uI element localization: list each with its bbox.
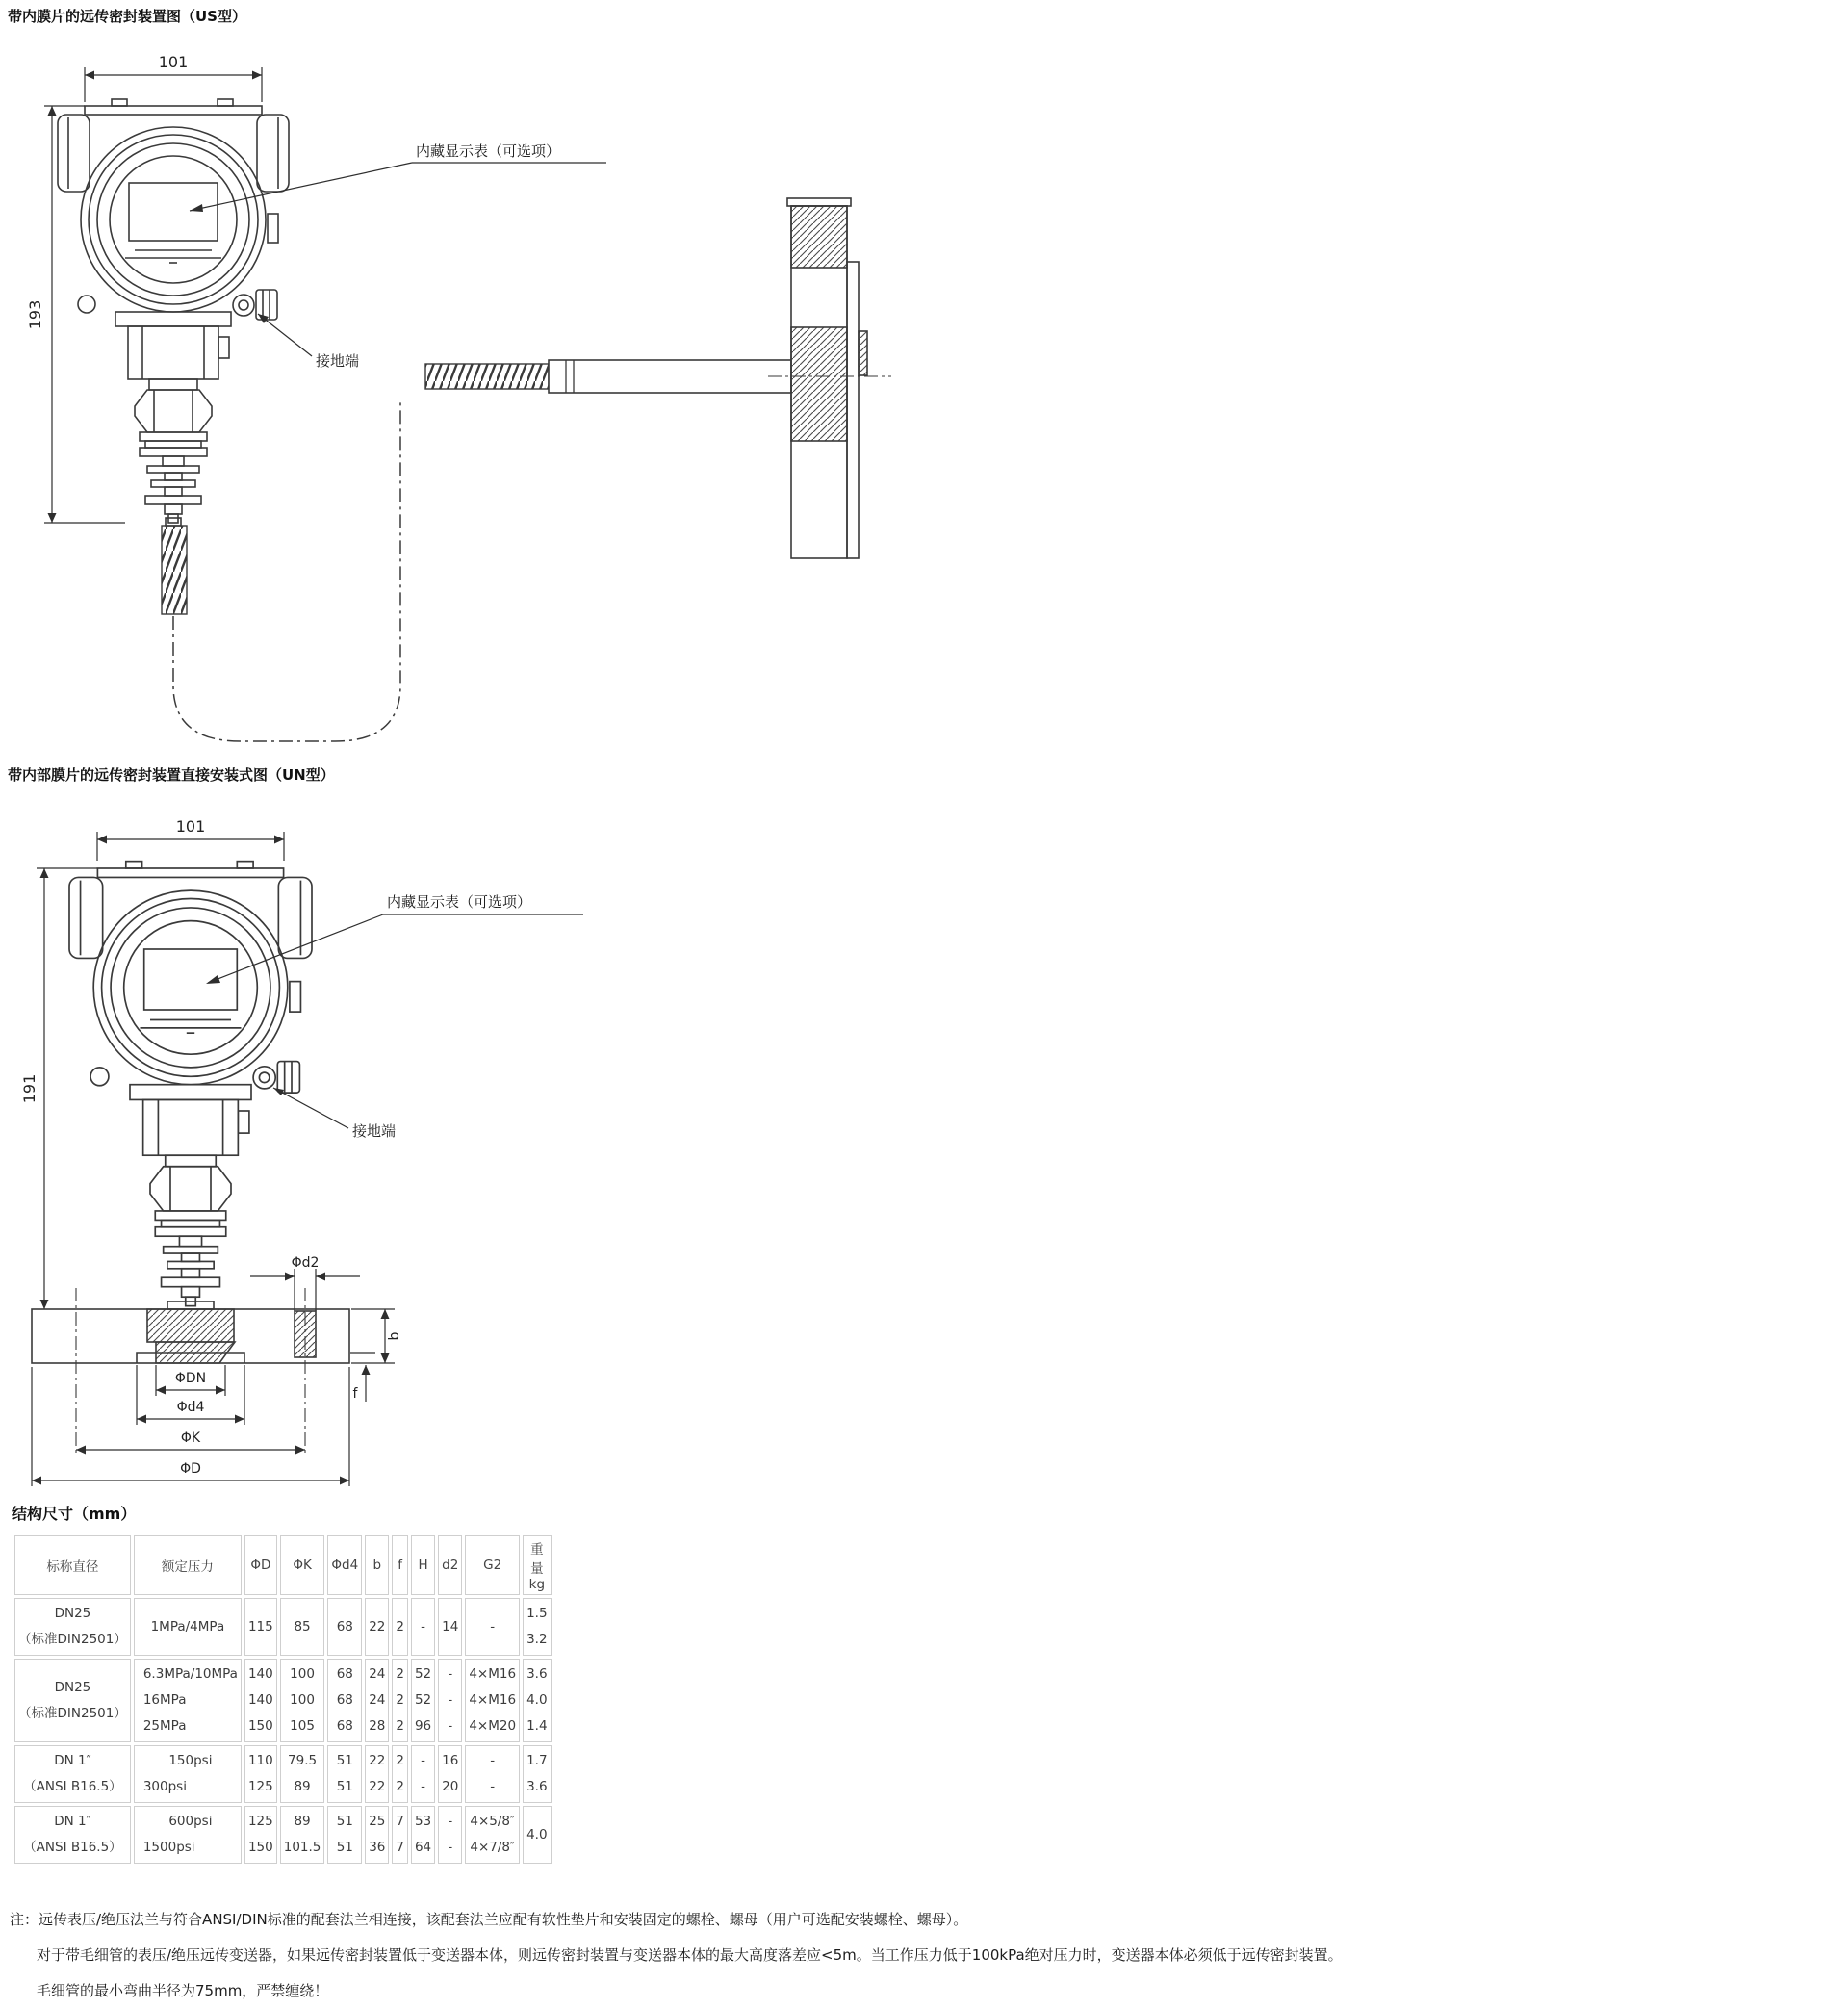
ground-callout [258, 314, 312, 356]
cell-pressure: 600psi 1500psi [134, 1806, 242, 1864]
dim-width-101 [97, 832, 284, 861]
cell-dK: 100 100 105 [280, 1659, 325, 1742]
cell-name: DN25 （标准DIN2501） [14, 1598, 131, 1656]
cell-f: 2 [392, 1598, 408, 1656]
dim-d-label: ΦD [180, 1461, 201, 1477]
dim-height-191 [37, 868, 97, 1309]
display-label: 内藏显示表（可选项） [387, 893, 532, 911]
cell-f: 7 7 [392, 1806, 408, 1864]
notes [10, 1902, 1838, 2009]
transmitter-body [69, 862, 312, 1306]
dim-height-label: 191 [20, 1073, 38, 1104]
cell-G2: 4×5/8″ 4×7/8″ [465, 1806, 520, 1864]
cell-d2: 16 20 [438, 1745, 462, 1803]
cell-b: 22 22 [365, 1745, 389, 1803]
ground-label: 接地端 [316, 352, 360, 370]
cell-dd4: 51 51 [327, 1745, 362, 1803]
cell-name: DN 1″ （ANSI B16.5） [14, 1806, 131, 1864]
dim-d4-label: Φd4 [176, 1400, 205, 1415]
header-phid4: Φd4 [327, 1535, 362, 1595]
cell-f: 2 2 2 [392, 1659, 408, 1742]
dim-f-label: f [352, 1386, 358, 1402]
dim-d2-label: Φd2 [291, 1255, 320, 1271]
capillary-coil-vertical [162, 518, 187, 614]
cell-H: - [411, 1598, 435, 1656]
cell-dd4: 68 68 68 [327, 1659, 362, 1742]
header-phiD: ΦD [244, 1535, 277, 1595]
dim-height-label: 193 [26, 299, 44, 330]
cell-dD: 140 140 150 [244, 1659, 277, 1742]
dim-width-label: 101 [158, 53, 189, 71]
dimension-table-section [12, 1502, 551, 1867]
cell-weight: 4.0 [523, 1806, 551, 1864]
section-title-us-type: 带内膜片的远传密封装置图（US型） [8, 8, 246, 25]
cell-H: 53 64 [411, 1806, 435, 1864]
dim-width-label: 101 [175, 817, 206, 836]
transmitter-body [58, 99, 289, 523]
table-row-dn1-ansi-low [14, 1745, 552, 1803]
cell-dd4: 68 [327, 1598, 362, 1656]
cell-dD: 110 125 [244, 1745, 277, 1803]
cell-H: 52 52 96 [411, 1659, 435, 1742]
cell-dK: 85 [280, 1598, 325, 1656]
dim-dn-label: ΦDN [174, 1371, 207, 1386]
cell-dD: 115 [244, 1598, 277, 1656]
cell-pressure: 1MPa/4MPa [134, 1598, 242, 1656]
note-line-3: 毛细管的最小弯曲半径为75mm，严禁缠绕！ [37, 1982, 329, 1999]
header-nominal-diameter: 标称直径 [14, 1535, 131, 1595]
cell-weight: 1.7 3.6 [523, 1745, 551, 1803]
table-title: 结构尺寸（mm） [12, 1505, 137, 1523]
capillary-coil-horizontal [425, 360, 791, 393]
table-row-dn25-din-low [14, 1598, 552, 1656]
cell-G2: 4×M16 4×M16 4×M20 [465, 1659, 520, 1742]
dimension-table [12, 1533, 554, 1867]
drawing-us-type [12, 21, 897, 764]
header-d2: d2 [438, 1535, 462, 1595]
cell-name: DN 1″ （ANSI B16.5） [14, 1745, 131, 1803]
table-header-row [14, 1535, 552, 1595]
cell-dD: 125 150 [244, 1806, 277, 1864]
header-G2: G2 [465, 1535, 520, 1595]
dim-height-193 [44, 106, 125, 523]
note-line-2: 对于带毛细管的表压/绝压远传变送器，如果远传密封装置低于变送器本体，则远传密封装置与变送器本体的最大高度落差应<5m。当工作压力低于100kPa绝对压力时，变送器本体必须低于远传密封装置。 [37, 1946, 1343, 1964]
header-phiK: ΦK [280, 1535, 325, 1595]
dim-b-label: b [387, 1331, 402, 1341]
header-H: H [411, 1535, 435, 1595]
cell-G2: - [465, 1598, 520, 1656]
cell-pressure: 150psi 300psi [134, 1745, 242, 1803]
cell-b: 25 36 [365, 1806, 389, 1864]
drawing-un-type [12, 789, 589, 1506]
note-line-1: 注：远传表压/绝压法兰与符合ANSI/DIN标准的配套法兰相连接，该配套法兰应配有软性垫片和安装固定的螺栓、螺母（用户可选配安装螺栓、螺母）。 [10, 1911, 968, 1928]
cell-dK: 79.5 89 [280, 1745, 325, 1803]
ground-callout [273, 1088, 348, 1128]
header-b: b [365, 1535, 389, 1595]
ground-label: 接地端 [352, 1122, 397, 1140]
cell-dK: 89 101.5 [280, 1806, 325, 1864]
cell-G2: - - [465, 1745, 520, 1803]
cell-weight: 1.5 3.2 [523, 1598, 551, 1656]
cell-weight: 3.6 4.0 1.4 [523, 1659, 551, 1742]
cell-dd4: 51 51 [327, 1806, 362, 1864]
header-f: f [392, 1535, 408, 1595]
cell-d2: - - [438, 1806, 462, 1864]
display-label: 内藏显示表（可选项） [416, 142, 561, 160]
table-row-dn25-din-high [14, 1659, 552, 1742]
dim-k-label: ΦK [180, 1430, 201, 1446]
cell-b: 24 24 28 [365, 1659, 389, 1742]
cell-d2: 14 [438, 1598, 462, 1656]
dim-width-101 [85, 67, 262, 102]
display-callout [206, 914, 583, 984]
table-row-dn1-ansi-high [14, 1806, 552, 1864]
cell-H: - - [411, 1745, 435, 1803]
cell-f: 2 2 [392, 1745, 408, 1803]
cell-d2: - - - [438, 1659, 462, 1742]
cell-b: 22 [365, 1598, 389, 1656]
section-title-un-type: 带内部膜片的远传密封装置直接安装式图（UN型） [8, 766, 335, 784]
cell-pressure: 6.3MPa/10MPa 16MPa 25MPa [134, 1659, 242, 1742]
header-rated-pressure: 额定压力 [134, 1535, 242, 1595]
header-weight: 重量kg [523, 1535, 551, 1595]
cell-name: DN25 （标准DIN2501） [14, 1659, 131, 1742]
